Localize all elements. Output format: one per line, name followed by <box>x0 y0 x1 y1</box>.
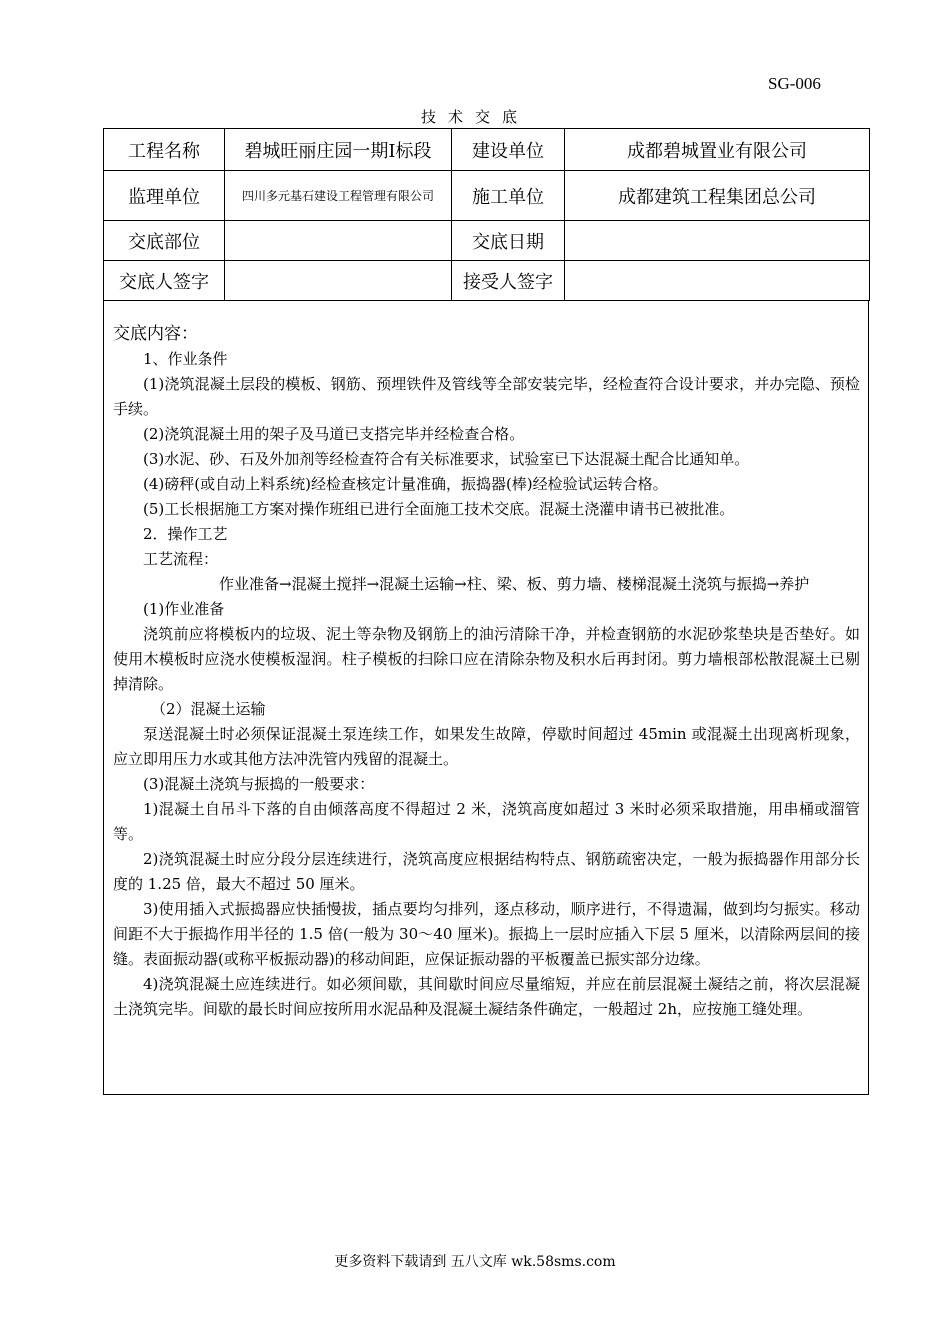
paragraph: (2)浇筑混凝土用的架子及马道已支搭完毕并经检查合格。 <box>143 425 525 443</box>
paragraph: 4)浇筑混凝土应连续进行。如必须间歇，其间歇时间应尽量缩短，并应在前层混凝土凝结之前，将次层混凝土浇筑完毕。间歇的最长时间应按所用水泥品种及混凝土凝结条件确定，一般超过 2h，应按施工缝处理。 <box>113 975 860 1018</box>
receiver-signature-label: 接受人签字 <box>452 261 565 301</box>
paragraph: (5)工长根据施工方案对操作班组已进行全面施工技术交底。混凝土浇灌申请书已被批准。 <box>143 500 735 518</box>
date-label: 交底日期 <box>452 221 565 261</box>
table-row <box>104 129 870 171</box>
subsection-heading: （2）混凝土运输 <box>151 700 266 718</box>
paragraph: 3)使用插入式振捣器应快插慢拔，插点要均匀排列，逐点移动，顺序进行，不得遗漏，做到均匀振实。移动间距不大于振捣作用半径的 1.5 倍(一般为 30～40 厘米)。振捣上一层时应插入下层 5 厘米，以清除两层间的接缝。表面振动器(或称平板振动器)的移动间距，应保证振动器的平板覆盖已振实部分边缘。 <box>113 900 860 968</box>
section-heading: 2．操作工艺 <box>143 525 228 543</box>
document-number: SG-006 <box>768 74 821 93</box>
paragraph: 泵送混凝土时必须保证混凝土泵连续工作，如果发生故障，停歇时间超过 45min 或混凝土出现离析现象，应立即用压力水或其他方法冲洗管内残留的混凝土。 <box>113 725 860 768</box>
client-label: 建设单位 <box>452 129 565 171</box>
project-name-label: 工程名称 <box>104 129 225 171</box>
subsection-heading: (3)混凝土浇筑与振捣的一般要求： <box>143 775 375 793</box>
receiver-signature-value <box>565 261 870 301</box>
issuer-signature-value <box>225 261 452 301</box>
supervisor-value: 四川多元基石建设工程管理有限公司 <box>225 171 452 221</box>
footer-text: 更多资料下载请到 五八文库 wk.58sms.com <box>334 1254 616 1270</box>
table-row <box>104 261 870 301</box>
supervisor-label: 监理单位 <box>104 171 225 221</box>
section-heading: 1、作业条件 <box>143 350 228 368</box>
contractor-label: 施工单位 <box>452 171 565 221</box>
date-value <box>565 221 870 261</box>
contractor-value: 成都建筑工程集团总公司 <box>565 171 870 221</box>
paragraph: 2)浇筑混凝土时应分段分层连续进行，浇筑高度应根据结构特点、钢筋疏密决定，一般为振捣器作用部分长度的 1.25 倍，最大不超过 50 厘米。 <box>113 850 860 893</box>
table-row <box>104 221 870 261</box>
process-flow: 作业准备→混凝土搅拌→混凝土运输→柱、梁、板、剪力墙、楼梯混凝土浇筑与振捣→养护 <box>219 575 810 593</box>
info-table <box>103 128 870 301</box>
issuer-signature-label: 交底人签字 <box>104 261 225 301</box>
paragraph: (4)磅秤(或自动上料系统)经检查核定计量准确，振捣器(棒)经检验试运转合格。 <box>143 475 668 493</box>
paragraph: (3)水泥、砂、石及外加剂等经检查符合有关标准要求，试验室已下达混凝土配合比通知单。 <box>143 450 750 468</box>
paragraph: 1)混凝土自吊斗下落的自由倾落高度不得超过 2 米，浇筑高度如超过 3 米时必须采取措施，用串桶或溜管等。 <box>113 800 860 843</box>
content-heading: 交底内容： <box>113 324 198 344</box>
document-title: 技术交底 <box>420 108 529 126</box>
paragraph: (1)浇筑混凝土层段的模板、钢筋、预埋铁件及管线等全部安装完毕，经检查符合设计要求，并办完隐、预检手续。 <box>113 375 860 418</box>
table-row <box>104 171 870 221</box>
project-name-value: 碧城旺丽庄园一期Ⅰ标段 <box>225 129 452 171</box>
location-value <box>225 221 452 261</box>
content-box <box>103 300 869 1095</box>
client-value: 成都碧城置业有限公司 <box>565 129 870 171</box>
location-label: 交底部位 <box>104 221 225 261</box>
subsection-heading: (1)作业准备 <box>143 600 225 618</box>
paragraph: 工艺流程： <box>143 550 219 568</box>
paragraph: 浇筑前应将模板内的垃圾、泥土等杂物及钢筋上的油污清除干净，并检查钢筋的水泥砂浆垫块是否垫好。如使用木模板时应浇水使模板湿润。柱子模板的扫除口应在清除杂物及积水后再封闭。剪力墙根部松散混凝土已剔掉清除。 <box>113 625 860 693</box>
